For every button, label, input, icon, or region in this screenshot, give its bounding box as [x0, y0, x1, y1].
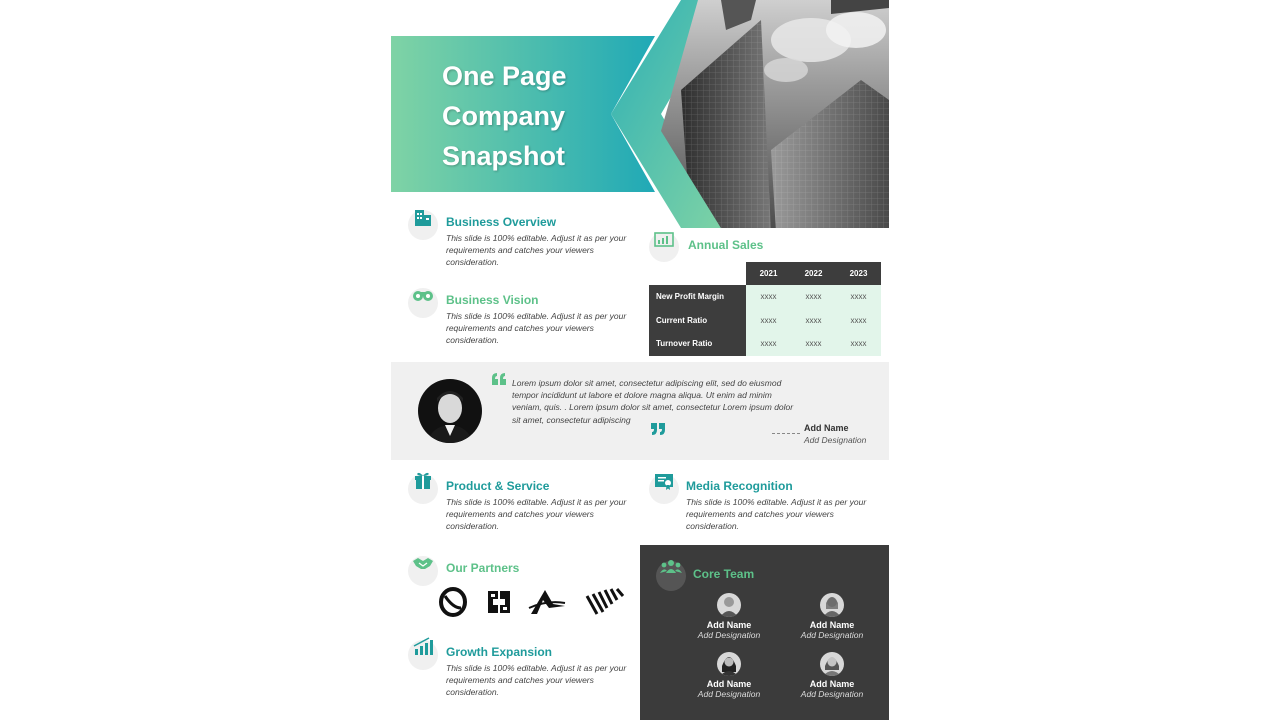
table-cell: xxxx	[836, 332, 881, 356]
desc-line: requirements and catches your viewers	[686, 509, 834, 519]
media-recognition-icon-holder	[649, 474, 679, 504]
quote-line: sit amet, consectetur adipiscing	[512, 414, 631, 425]
desc-line: consideration.	[446, 335, 499, 345]
member-name: Add Name	[809, 620, 855, 630]
year-header: 2022	[791, 262, 836, 285]
team-member	[787, 593, 877, 640]
product-service-icon-holder	[408, 474, 438, 504]
desc-line: This slide is 100% editable. Adjust it as per your	[446, 497, 627, 507]
row-label: Current Ratio	[649, 309, 746, 333]
partner-logo-triangle	[529, 590, 565, 614]
table-cell: xxxx	[791, 309, 836, 333]
media-recognition-title: Media Recognition	[686, 479, 793, 493]
member-designation: Add Designation	[697, 689, 761, 699]
testimonial-text	[512, 377, 827, 426]
partner-logo-block	[488, 591, 510, 613]
desc-line: consideration.	[446, 257, 499, 267]
signature-dash	[772, 433, 800, 434]
quote-line: tempor incididunt ut labore et dolore magna aliqua. Ut enim ad minim	[512, 390, 772, 401]
partners-icon-holder	[408, 556, 438, 586]
business-vision-icon-holder	[408, 288, 438, 318]
title-line: One Page	[442, 61, 567, 91]
member-designation: Add Designation	[800, 630, 864, 640]
partner-logos	[437, 586, 627, 618]
growth-icon-holder	[408, 640, 438, 670]
desc-line: requirements and catches your viewers	[446, 245, 594, 255]
annual-sales-title: Annual Sales	[688, 238, 764, 252]
core-team-panel	[640, 545, 889, 720]
snapshot-page	[391, 0, 889, 720]
testimonial-band	[391, 362, 889, 460]
handshake-icon	[410, 550, 436, 576]
growth-desc	[446, 662, 641, 698]
partner-logo-stripes	[587, 589, 623, 614]
testimonial-avatar	[417, 378, 483, 444]
gift-icon	[410, 468, 436, 494]
page-title	[442, 56, 642, 176]
annual-sales-table	[649, 262, 881, 356]
table-cell: xxxx	[836, 309, 881, 333]
title-line: Company	[442, 101, 566, 131]
member-name: Add Name	[809, 679, 855, 689]
member-avatar	[717, 593, 741, 617]
table-cell: xxxx	[791, 285, 836, 309]
member-avatar	[820, 652, 844, 676]
title-line: Snapshot	[442, 141, 566, 171]
year-header: 2021	[746, 262, 791, 285]
year-header: 2023	[836, 262, 881, 285]
business-vision-desc	[446, 310, 641, 346]
open-quote-icon	[491, 372, 507, 386]
media-recognition-desc	[686, 496, 881, 532]
desc-line: requirements and catches your viewers	[446, 509, 594, 519]
desc-line: This slide is 100% editable. Adjust it as per your	[446, 663, 627, 673]
desc-line: requirements and catches your viewers	[446, 675, 594, 685]
core-team-icon-holder	[656, 561, 686, 591]
desc-line: requirements and catches your viewers	[446, 323, 594, 333]
product-service-desc	[446, 496, 641, 532]
chart-board-icon	[651, 226, 677, 252]
table-row	[649, 285, 881, 309]
desc-line: This slide is 100% editable. Adjust it as per your	[446, 233, 627, 243]
table-cell: xxxx	[746, 332, 791, 356]
table-row	[649, 309, 881, 333]
annual-sales-icon-holder	[649, 232, 679, 262]
member-avatar	[820, 593, 844, 617]
testimonial-name: Add Name	[804, 423, 849, 433]
member-name: Add Name	[706, 620, 752, 630]
table-cell: xxxx	[791, 332, 836, 356]
table-cell: xxxx	[836, 285, 881, 309]
core-team-title: Core Team	[693, 567, 755, 581]
testimonial-designation: Add Designation	[804, 435, 867, 445]
binoculars-icon	[410, 282, 436, 308]
growth-title: Growth Expansion	[446, 645, 553, 659]
business-overview-desc	[446, 232, 641, 268]
table-header-row	[649, 262, 881, 285]
desc-line: This slide is 100% editable. Adjust it as per your	[686, 497, 867, 507]
building-icon	[410, 204, 436, 230]
desc-line: consideration.	[686, 521, 739, 531]
desc-line: consideration.	[446, 687, 499, 697]
business-vision-title: Business Vision	[446, 293, 539, 307]
member-avatar	[717, 652, 741, 676]
close-quote-icon	[650, 422, 666, 436]
team-member	[684, 593, 774, 640]
quote-line: Lorem ipsum dolor sit amet, consectetur adipiscing elit, sed do eiusmod	[512, 378, 782, 388]
team-member	[684, 652, 774, 699]
business-overview-title: Business Overview	[446, 215, 557, 229]
bar-growth-icon	[410, 634, 436, 660]
certificate-icon	[651, 468, 677, 494]
table-corner	[649, 262, 746, 285]
member-name: Add Name	[706, 679, 752, 689]
table-cell: xxxx	[746, 309, 791, 333]
desc-line: This slide is 100% editable. Adjust it as per your	[446, 311, 627, 321]
partner-logo-ring	[441, 589, 465, 615]
table-row	[649, 332, 881, 356]
partners-title: Our Partners	[446, 561, 520, 575]
member-designation: Add Designation	[800, 689, 864, 699]
row-label: Turnover Ratio	[649, 332, 746, 356]
table-cell: xxxx	[746, 285, 791, 309]
business-overview-icon-holder	[408, 210, 438, 240]
team-member	[787, 652, 877, 699]
team-icon	[658, 555, 684, 581]
row-label: New Profit Margin	[649, 285, 746, 309]
product-service-title: Product & Service	[446, 479, 550, 493]
desc-line: consideration.	[446, 521, 499, 531]
quote-line: veniam, quis. . Lorem ipsum dolor sit amet, consectetur Lorem ipsum dolor	[512, 402, 794, 413]
member-designation: Add Designation	[697, 630, 761, 640]
